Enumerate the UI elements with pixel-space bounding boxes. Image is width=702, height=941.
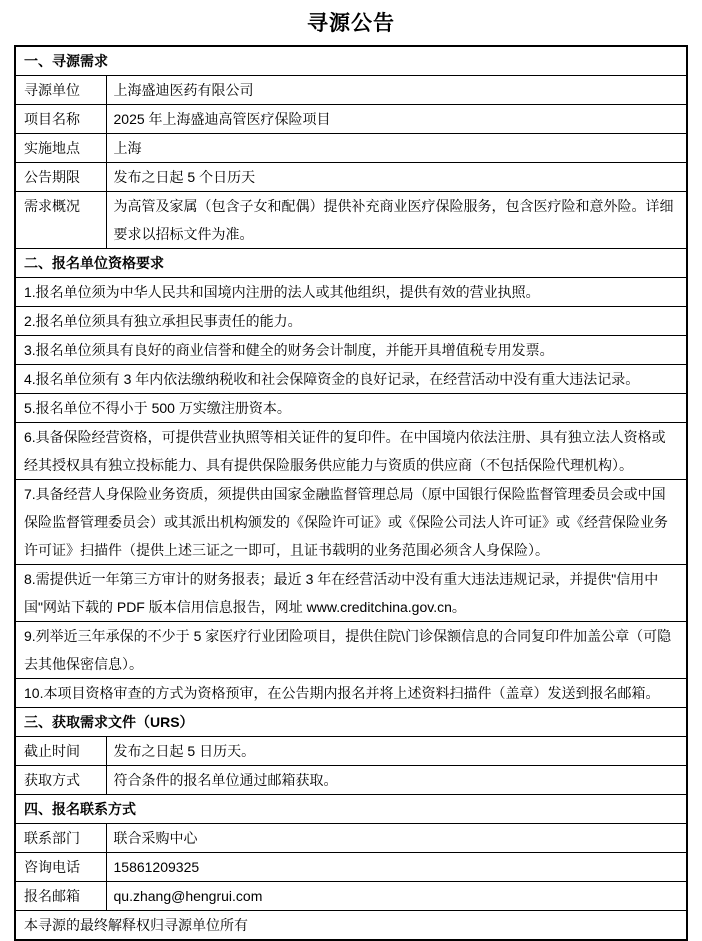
row-label-location: 实施地点 xyxy=(15,134,106,163)
table-row xyxy=(15,853,687,882)
table-row xyxy=(15,278,687,307)
table-row xyxy=(15,824,687,853)
table-row xyxy=(15,134,687,163)
section-3-header-row xyxy=(15,708,687,737)
row-label-email: 报名邮箱 xyxy=(15,882,106,911)
section-1-header: 一、寻源需求 xyxy=(15,46,687,76)
row-value-email: qu.zhang@hengrui.com xyxy=(106,882,687,911)
row-value-location: 上海 xyxy=(106,134,687,163)
table-row xyxy=(15,394,687,423)
table-row xyxy=(15,679,687,708)
row-label-contact-department: 联系部门 xyxy=(15,824,106,853)
row-label-sourcing-unit: 寻源单位 xyxy=(15,76,106,105)
qualification-item-1: 1.报名单位须为中华人民共和国境内注册的法人或其他组织，提供有效的营业执照。 xyxy=(15,278,687,307)
qualification-item-8: 8.需提供近一年第三方审计的财务报表；最近 3 年在经营活动中没有重大违法违规记录，并提供"信用中国"网站下载的 PDF 版本信用信息报告，网址 www.creditchina.gov.cn。 xyxy=(15,565,687,622)
table-row xyxy=(15,192,687,249)
row-value-announcement-period: 发布之日起 5 个日历天 xyxy=(106,163,687,192)
row-value-phone: 15861209325 xyxy=(106,853,687,882)
qualification-item-5: 5.报名单位不得小于 500 万实缴注册资本。 xyxy=(15,394,687,423)
table-row xyxy=(15,737,687,766)
row-value-deadline: 发布之日起 5 日历天。 xyxy=(106,737,687,766)
footer-note: 本寻源的最终解释权归寻源单位所有 xyxy=(15,911,687,941)
section-2-header-row xyxy=(15,249,687,278)
table-row xyxy=(15,480,687,565)
row-value-demand-overview: 为高管及家属（包含子女和配偶）提供补充商业医疗保险服务，包含医疗险和意外险。详细要求以招标文件为准。 xyxy=(106,192,687,249)
table-row xyxy=(15,105,687,134)
table-row xyxy=(15,336,687,365)
section-4-header: 四、报名联系方式 xyxy=(15,795,687,824)
announcement-table xyxy=(14,45,688,941)
row-label-announcement-period: 公告期限 xyxy=(15,163,106,192)
row-value-contact-department: 联合采购中心 xyxy=(106,824,687,853)
table-row xyxy=(15,882,687,911)
section-4-header-row xyxy=(15,795,687,824)
table-row xyxy=(15,163,687,192)
row-label-demand-overview: 需求概况 xyxy=(15,192,106,249)
section-3-header: 三、获取需求文件（URS） xyxy=(15,708,687,737)
row-label-project-name: 项目名称 xyxy=(15,105,106,134)
qualification-item-4: 4.报名单位须有 3 年内依法缴纳税收和社会保障资金的良好记录，在经营活动中没有重大违法记录。 xyxy=(15,365,687,394)
row-label-obtain-method: 获取方式 xyxy=(15,766,106,795)
footer-row xyxy=(15,911,687,941)
row-value-sourcing-unit: 上海盛迪医药有限公司 xyxy=(106,76,687,105)
row-value-project-name: 2025 年上海盛迪高管医疗保险项目 xyxy=(106,105,687,134)
qualification-item-9: 9.列举近三年承保的不少于 5 家医疗行业团险项目，提供住院\门诊保额信息的合同复印件加盖公章（可隐去其他保密信息）。 xyxy=(15,622,687,679)
qualification-item-6: 6.具备保险经营资格，可提供营业执照等相关证件的复印件。在中国境内依法注册、具有独立法人资格或经其授权具有独立投标能力、具有提供保险服务供应能力与资质的供应商（不包括保险代理机构）。 xyxy=(15,423,687,480)
table-row xyxy=(15,622,687,679)
table-row xyxy=(15,76,687,105)
row-label-deadline: 截止时间 xyxy=(15,737,106,766)
row-value-obtain-method: 符合条件的报名单位通过邮箱获取。 xyxy=(106,766,687,795)
qualification-item-10: 10.本项目资格审查的方式为资格预审，在公告期内报名并将上述资料扫描件（盖章）发送到报名邮箱。 xyxy=(15,679,687,708)
table-row xyxy=(15,307,687,336)
table-row xyxy=(15,423,687,480)
table-row xyxy=(15,565,687,622)
qualification-item-2: 2.报名单位须具有独立承担民事责任的能力。 xyxy=(15,307,687,336)
section-1-header-row xyxy=(15,46,687,76)
table-row xyxy=(15,365,687,394)
section-2-header: 二、报名单位资格要求 xyxy=(15,249,687,278)
page-title: 寻源公告 xyxy=(307,12,395,35)
qualification-item-7: 7.具备经营人身保险业务资质，须提供由国家金融监督管理总局（原中国银行保险监督管理委员会或中国保险监督管理委员会）或其派出机构颁发的《保险许可证》或《保险公司法人许可证》或《经营保险业务许可证》扫描件（提供上述三证之一即可，且证书载明的业务范围必须含人身保险）。 xyxy=(15,480,687,565)
qualification-item-3: 3.报名单位须具有良好的商业信誉和健全的财务会计制度，并能开具增值税专用发票。 xyxy=(15,336,687,365)
row-label-phone: 咨询电话 xyxy=(15,853,106,882)
table-row xyxy=(15,766,687,795)
document-page xyxy=(0,7,702,941)
